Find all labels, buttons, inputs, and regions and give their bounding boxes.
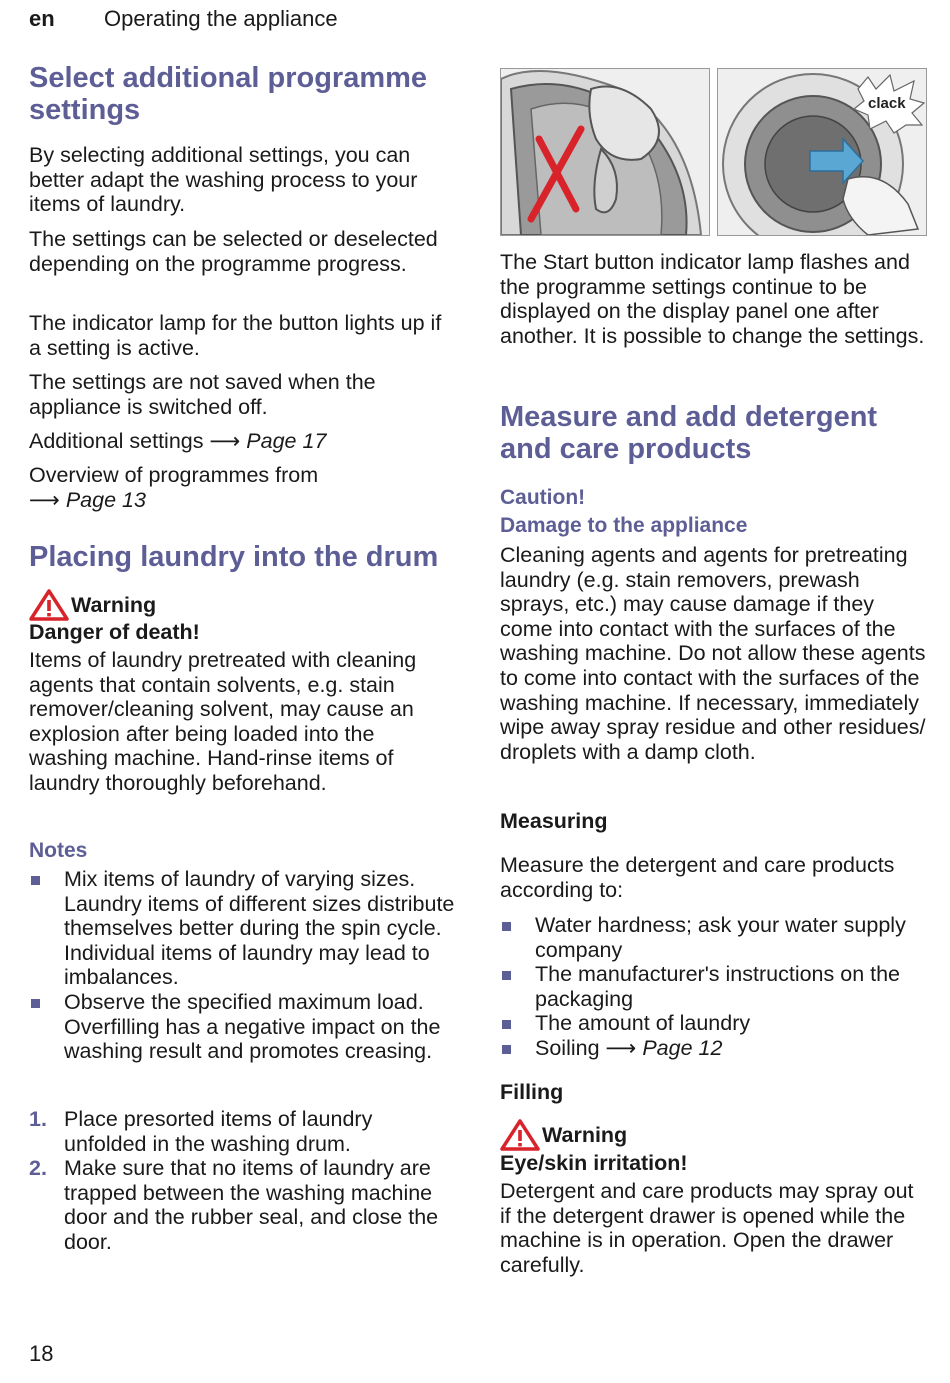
caution-label: Caution! xyxy=(500,486,586,509)
steps-list xyxy=(29,1107,459,1255)
step-item xyxy=(29,1156,459,1254)
warning-body: Items of laundry pretreated with cleaning agents that contain solvents, e.g. stain remover/cleaning solvent, may cause an explosion after being loaded into the washing machine. Hand-rinse items of laundry thoroughly beforehand. xyxy=(29,648,417,795)
clack-text: clack xyxy=(868,95,906,112)
notes-list xyxy=(29,867,459,1064)
step-number: 1. xyxy=(29,1107,47,1131)
paragraph: The settings can be selected or deselected depending on the programme progress. xyxy=(29,227,438,276)
warning-label: Warning xyxy=(71,592,157,617)
page-number: 18 xyxy=(29,1341,54,1366)
language-code: en xyxy=(29,6,55,31)
caution-body: Cleaning agents and agents for pretreating laundry (e.g. stain removers, prewash sprays, etc.) may cause damage if they come into contact with the surfaces of the washing machine. Do not allow these agents to come into contact with the surfaces of the washing machine. If necessary, immediately wipe away spray residue and other residues/ droplets with a damp cloth. xyxy=(500,543,926,764)
page-reference xyxy=(29,429,459,454)
soiling-text: Soiling xyxy=(535,1035,600,1060)
page-link[interactable]: Page 13 xyxy=(65,487,146,512)
heading-additional-settings: Select additional programme settings xyxy=(29,62,428,126)
paragraph: By selecting additional settings, you can better adapt the washing process to your items of laundry. xyxy=(29,143,418,217)
step-text: Make sure that no items of laundry are trapped between the washing machine door and the rubber seal, and close the door. xyxy=(64,1156,439,1254)
measuring-heading: Measuring xyxy=(500,809,608,833)
section-title: Operating the appliance xyxy=(104,6,338,31)
warning-body: Detergent and care products may spray out if the detergent drawer is opened while the machine is in operation. Open the drawer carefully. xyxy=(500,1179,914,1277)
list-item: Mix items of laundry of varying sizes. Laundry items of different sizes distribute themselves better during the spin cycle. Individual items of laundry may lead to imbalances. xyxy=(29,867,459,990)
page-link[interactable]: Page 17 xyxy=(246,429,327,453)
list-item: The manufacturer's instructions on the packaging xyxy=(500,962,930,1011)
warning-title: Eye/skin irritation! xyxy=(500,1151,688,1175)
arrow-icon: ⟶ xyxy=(209,429,241,453)
page-reference xyxy=(29,463,459,512)
list-item: Observe the specified maximum load. Overfilling has a negative impact on the washing result and promotes creasing. xyxy=(29,990,459,1064)
list-item xyxy=(500,1036,930,1061)
heading-placing-laundry: Placing laundry into the drum xyxy=(29,541,439,573)
page-link[interactable]: Page 12 xyxy=(642,1035,723,1060)
warning-triangle-icon xyxy=(29,589,69,621)
list-item: The amount of laundry xyxy=(500,1011,930,1036)
heading-measure-detergent: Measure and add detergent and care products xyxy=(500,401,878,465)
paragraph: The indicator lamp for the button lights up if a setting is active. xyxy=(29,311,442,360)
warning-label: Warning xyxy=(542,1122,628,1147)
illustration-closing-door xyxy=(717,68,927,236)
reference-text: Additional settings xyxy=(29,429,204,453)
paragraph: Measure the detergent and care products according to: xyxy=(500,853,895,902)
caution-title: Damage to the appliance xyxy=(500,514,748,537)
warning-triangle-icon xyxy=(500,1119,540,1151)
arrow-icon: ⟶ xyxy=(605,1035,637,1060)
paragraph: The settings are not saved when the appliance is switched off. xyxy=(29,370,376,419)
paragraph: The Start button indicator lamp flashes and the programme settings continue to be displayed on the display panel one after another. It is possible to change the settings. xyxy=(500,250,925,348)
step-number: 2. xyxy=(29,1156,47,1181)
measuring-list xyxy=(500,913,930,1061)
warning-block xyxy=(29,589,459,621)
filling-heading: Filling xyxy=(500,1080,564,1104)
warning-block xyxy=(500,1119,930,1151)
notes-label: Notes xyxy=(29,839,88,862)
step-text: Place presorted items of laundry unfolded in the washing drum. xyxy=(64,1107,373,1156)
illustration-laundry-trapped xyxy=(500,68,710,236)
warning-title: Danger of death! xyxy=(29,620,200,644)
list-item: Water hardness; ask your water supply company xyxy=(500,913,930,962)
reference-text: Overview of programmes from xyxy=(29,463,319,487)
step-item xyxy=(29,1107,459,1156)
page-header xyxy=(29,6,338,32)
arrow-icon: ⟶ xyxy=(29,487,60,512)
